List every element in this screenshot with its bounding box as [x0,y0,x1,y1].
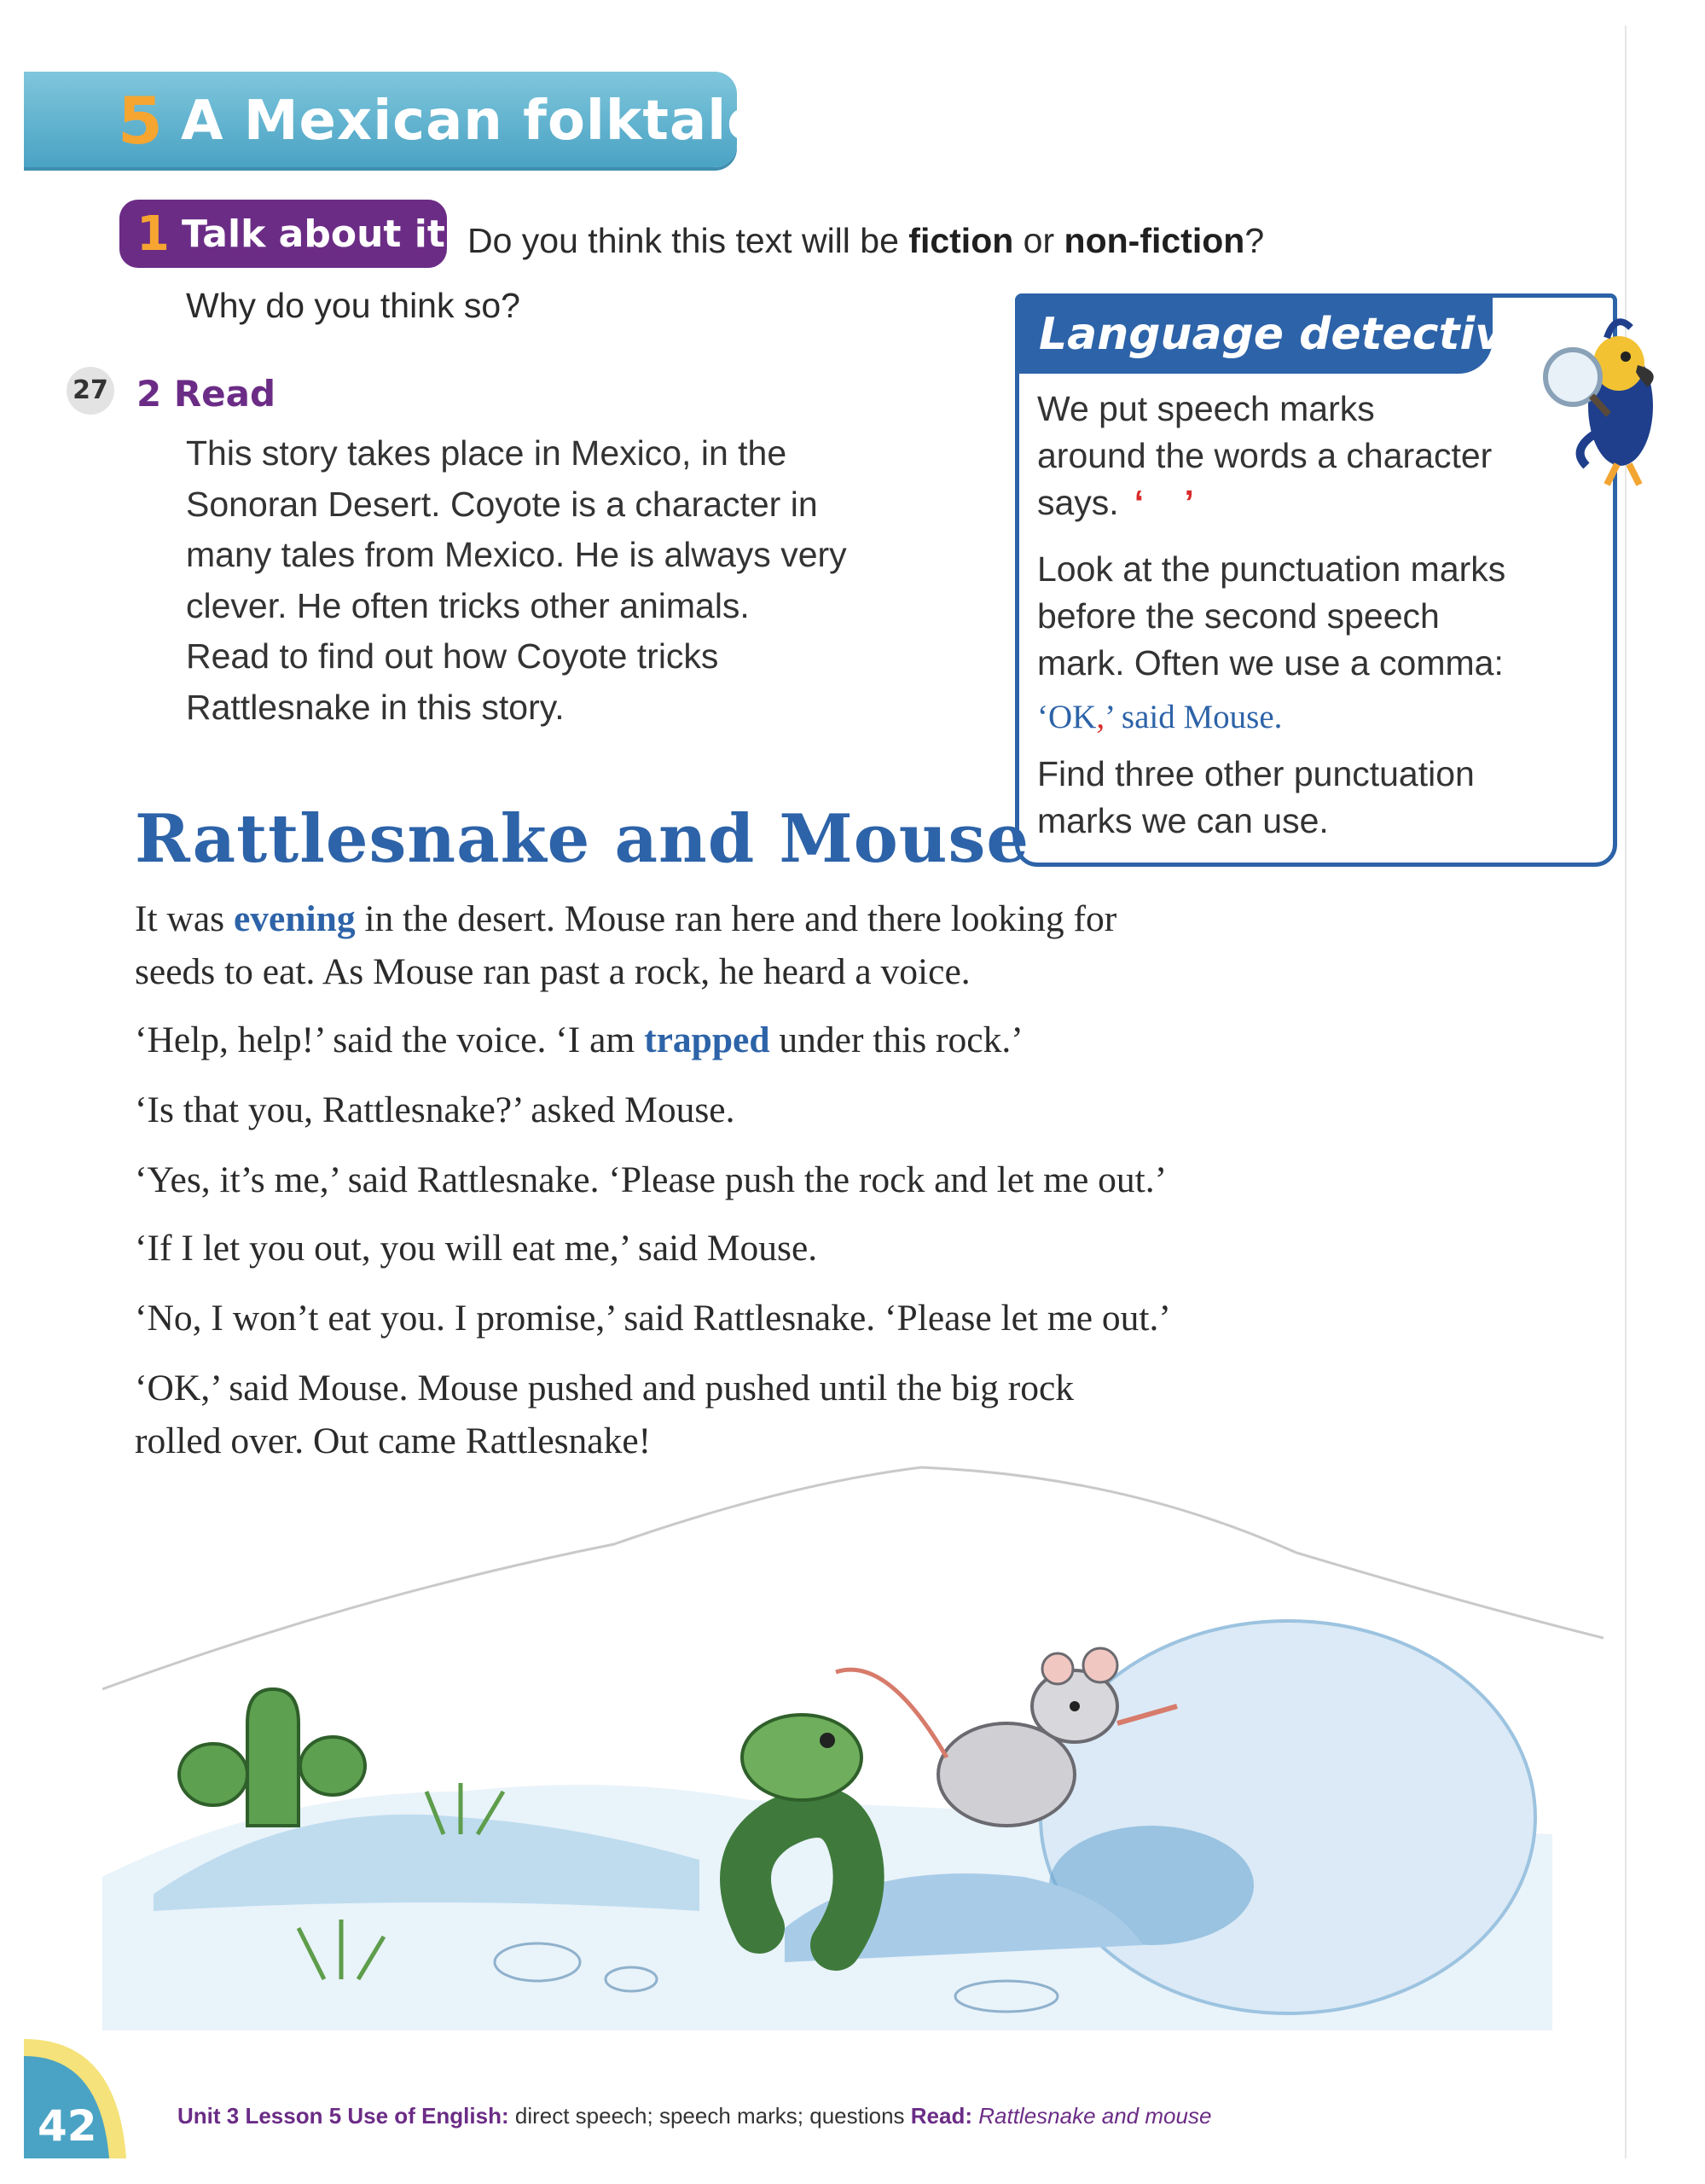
question-mark: ? [1244,221,1265,260]
story-text: rolled over. Out came Rattlesnake! [135,1420,652,1461]
ld-line: mark. Often we use a comma: [1037,643,1504,682]
footer-use-text: direct speech; speech marks; questions [508,2103,911,2129]
talk-about-it-pill [119,200,447,268]
story-text: ‘OK,’ said Mouse. Mouse pushed and pushed until the big rock [135,1368,1075,1409]
story-text: in the desert. Mouse ran here and there looking for [355,898,1117,939]
story-text: It was [135,898,234,939]
ld-line: says. [1037,483,1119,522]
ld-line: We put speech marks [1037,389,1375,428]
footer-read-text: Rattlesnake and mouse [972,2103,1212,2129]
talk-question-line2: Why do you think so? [186,286,520,325]
story-paragraph-1 [135,892,1380,998]
story-paragraph-4: ‘Yes, it’s me,’ said Rattlesnake. ‘Please push the rock and let me out.’ [135,1159,1168,1200]
ld-paragraph-2 [1037,546,1592,687]
read-intro [186,428,954,733]
word-fiction: fiction [908,221,1014,260]
read-line: many tales from Mexico. He is always very [186,535,847,574]
ld-line: Find three other punctuation [1037,754,1475,793]
question-text: Do you think this text will be [467,221,909,260]
footer-text [177,2099,1211,2133]
talk-question [467,217,1264,264]
activity-number: 1 [136,206,170,262]
activity-label: Talk about it [181,212,445,256]
ld-line: Look at the punctuation marks [1037,549,1506,589]
example-comma: , [1096,699,1105,735]
speech-marks: ‘ ’ [1134,483,1209,522]
vocab-evening: evening [233,898,356,939]
language-detective-title: Language detective [1039,309,1534,360]
vocab-trapped: trapped [644,1019,770,1060]
footer-read-label: Read: [910,2103,973,2129]
desert-scene-illustration [102,1433,1604,2030]
story-title: Rattlesnake and Mouse [135,800,1030,878]
footer-unit: Unit 3 Lesson 5 [177,2103,348,2129]
example-text-after: ’ said Mouse. [1105,699,1283,735]
ld-line: around the words a character [1037,436,1493,475]
footer-use-label: Use of English: [347,2103,509,2129]
ld-line: marks we can use. [1037,801,1329,840]
example-text: ‘OK [1037,699,1097,735]
read-line: clever. He often tricks other animals. [186,585,750,625]
unit-number: 5 [118,83,163,159]
read-line: Rattlesnake in this story. [186,687,565,727]
ld-paragraph-1 [1037,386,1592,526]
story-paragraph-6: ‘No, I won’t eat you. I promise,’ said Rattlesnake. ‘Please let me out.’ [135,1298,1171,1339]
ld-paragraph-3 [1037,751,1592,845]
story-text: under this rock.’ [769,1019,1024,1060]
page-number: 42 [38,2101,97,2151]
word-or: or [1013,221,1064,260]
story-text: seeds to eat. As Mouse ran past a rock, he heard a voice. [135,951,971,992]
story-paragraph-5: ‘If I let you out, you will eat me,’ said Mouse. [135,1228,818,1269]
read-line: Read to find out how Coyote tricks [186,636,719,676]
story-paragraph-2 [135,1014,1380,1066]
read-line: This story takes place in Mexico, in the [186,433,787,473]
audio-track-icon[interactable]: 27 [67,367,114,415]
word-non-fiction: non-fiction [1064,221,1245,260]
unit-title: A Mexican folktale [181,90,765,153]
read-line: Sonoran Desert. Coyote is a character in [186,484,818,524]
ld-example [1037,696,1282,739]
story-text: ‘Help, help!’ said the voice. ‘I am [135,1019,645,1060]
story-paragraph-3: ‘Is that you, Rattlesnake?’ asked Mouse. [135,1089,735,1130]
ld-line: before the second speech [1037,596,1440,636]
read-heading: 2 Read [136,373,276,415]
